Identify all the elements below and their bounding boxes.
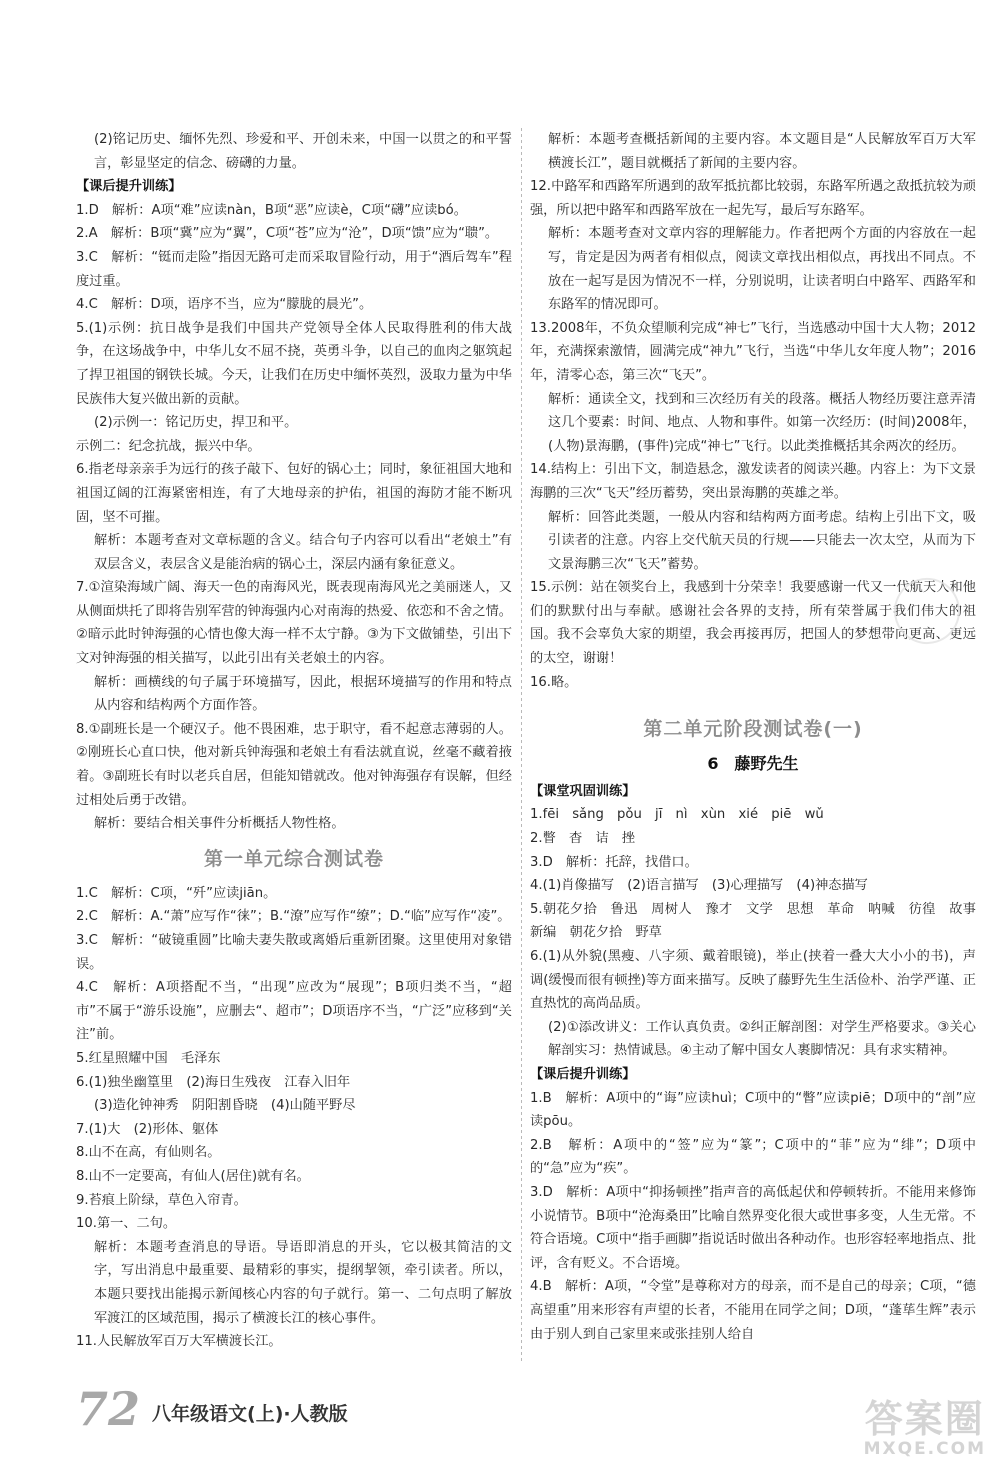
answer-line: 2.C 解析：A.“萧”应写作“徕”；B.“潦”应写作“缭”；D.“临”应写作“凌”。 bbox=[76, 909, 511, 925]
answer-line: 解析：画横线的句子属于环境描写，因此，根据环境描写的作用和特点从内容和结构两个方面作答。 bbox=[94, 674, 512, 714]
watermark-logo bbox=[864, 1388, 986, 1459]
answer-line: 16.略。 bbox=[530, 674, 578, 690]
page-footer bbox=[76, 1372, 348, 1436]
answer-line: 解析：要结合相关事件分析概括人物性格。 bbox=[94, 816, 345, 832]
section-heading: 第一单元综合测试卷 bbox=[203, 847, 384, 870]
column-divider bbox=[521, 128, 522, 1363]
answer-line: 13.2008年，不负众望顺利完成“神七”飞行，当选感动中国十大人物；2012年，充满探索激情，圆满完成“神九”飞行，当选“中华儿女年度人物”；2016年，清零心态，第三次“飞天”。 bbox=[530, 320, 976, 383]
answer-line: 8.①副班长是一个硬汉子。他不畏困难，忠于职守，看不起意志薄弱的人。②刚班长心直口快，他对新兵钟海强和老娘土有看法就直说，丝毫不藏着掖着。③副班长有时以老兵自居，但能知错就改。他对钟海强存有误解，但经过相处后勇于改错。 bbox=[76, 721, 512, 808]
answer-line: 3.C 解析：“破镜重圆”比喻夫妻失散或离婚后重新团聚。这里使用对象错误。 bbox=[76, 933, 512, 972]
answer-line: 10.第一、二句。 bbox=[76, 1216, 177, 1232]
answer-line: 6.指老母亲亲手为远行的孩子敲下、包好的锅心土；同时，象征祖国大地和祖国辽阔的江海紧密相连，有了大地母亲的护佑，祖国的海防才能不断巩固，坚不可摧。 bbox=[76, 462, 512, 525]
answer-line: 11.人民解放军百万大军横渡长江。 bbox=[76, 1334, 282, 1350]
subsection-label: 【课后提升训练】 bbox=[530, 1066, 636, 1082]
answer-line: 1.B 解析：A项中的“诲”应读huì；C项中的“瞥”应读piē；D项中的“剖”应读pōu。 bbox=[530, 1090, 976, 1130]
answer-line: 1.D 解析：A项“难”应读nàn，B项“恶”应读è，C项“礴”应读bó。 bbox=[76, 202, 467, 218]
watermark-main: 答案圈 bbox=[864, 1397, 985, 1441]
answer-line: 1.C 解析：C项，“歼”应读jiān。 bbox=[76, 885, 277, 901]
answer-line: 6.(1)从外貌(黑瘦、八字须、戴着眼镜)，举止(挟着一叠大大小小的书)，声调(缓慢而很有顿挫)等方面来描写。反映了藤野先生生活俭朴、治学严谨、正直热忱的高尚品质。 bbox=[530, 949, 976, 1012]
answer-line: 2.B 解析：A项中的“签”应为“篆”；C项中的“菲”应为“绯”；D项中的“急”应为“疾”。 bbox=[530, 1137, 976, 1177]
answer-line: 1.fēi sǎng pǒu jī nì xùn xié piē wǔ bbox=[530, 807, 824, 823]
answer-line: 7.①渲染海域广阔、海天一色的南海风光，既表现南海风光之美丽迷人，又从侧面烘托了即将告别军营的钟海强内心对南海的热爱、依恋和不舍之情。②暗示此时钟海强的心情也像大海一样不太宁静。③为下文做铺垫，引出下文对钟海强的相关描写，以此引出有关老娘土的内容。 bbox=[76, 580, 512, 667]
answer-line: 6.(1)独坐幽篁里 (2)海日生残夜 江春入旧年 bbox=[76, 1074, 351, 1090]
answer-line: 4.C 解析：A项搭配不当，“出现”应改为“展现”；B项归类不当，“超市”不属于“游乐设施”，应删去“、超市”；D项语序不当，“广泛”应移到“关注”前。 bbox=[76, 980, 512, 1043]
answer-line: 15.示例：站在领奖台上，我感到十分荣幸！我要感谢一代又一代航天人和他们的默默付出与奉献。感谢社会各界的支持，所有荣誉属于我们伟大的祖国。我不会辜负大家的期望，我会再接再厉，把国人的梦想带向更高、更远的太空，谢谢！ bbox=[530, 580, 976, 667]
answer-line: (2)①添改讲义：工作认真负责。②纠正解剖图：对学生严格要求。③关心解剖实习：热情诚恳。④主动了解中国女人裹脚情况：具有求实精神。 bbox=[548, 1019, 976, 1059]
left-column bbox=[76, 128, 512, 1354]
answer-line: 解析：通读全文，找到和三次经历有关的段落。概括人物经历要注意弄清这几个要素：时间、地点、人物和事件。如第一次经历：(时间)2008年，(人物)景海鹏，(事件)完成“神七”飞行。以此类推概括其余两次的经历。 bbox=[548, 391, 976, 454]
answer-line: 14.结构上：引出下文，制造悬念，激发读者的阅读兴趣。内容上：为下文景海鹏的三次“飞天”经历蓄势，突出景海鹏的英雄之举。 bbox=[530, 462, 976, 501]
answer-line: 4.B 解析：A项，“令堂”是尊称对方的母亲，而不是自己的母亲；C项，“德高望重”用来形容有声望的长者，不能用在同学之间；D项，“蓬荜生辉”表示由于别人到自己家里来或张挂别人给自 bbox=[530, 1279, 976, 1342]
subsection-label: 【课后提升训练】 bbox=[76, 179, 182, 195]
answer-line: 9.苔痕上阶绿，草色入帘青。 bbox=[76, 1192, 247, 1208]
watermark-url: MXQE.COM bbox=[863, 1439, 986, 1459]
answer-line: 8.山不一定要高，有仙人(居住)就有名。 bbox=[76, 1168, 310, 1184]
answer-line: 2.A 解析：B项“冀”应为“翼”，C项“苍”应为“沧”，D项“馈”应为“聩”。 bbox=[76, 226, 499, 242]
answer-line: 解析：回答此类题，一般从内容和结构两方面考虑。结构上引出下文，吸引读者的注意。内容上交代航天员的行规——只能去一次太空，从而为下文景海鹏三次“飞天”蓄势。 bbox=[548, 509, 976, 572]
answer-line: (3)造化钟神秀 阴阳割昏晓 (4)山随平野尽 bbox=[94, 1098, 356, 1114]
answer-line: 4.(1)肖像描写 (2)语言描写 (3)心理描写 (4)神态描写 bbox=[530, 878, 868, 894]
lesson-title: 6 藤野先生 bbox=[707, 754, 799, 774]
answer-line: 示例二：纪念抗战，振兴中华。 bbox=[76, 438, 261, 454]
subsection-label: 【课堂巩固训练】 bbox=[530, 783, 636, 799]
answer-line: 2.瞥 杳 诘 挫 bbox=[530, 831, 635, 847]
answer-line: 3.D 解析：托辞，找借口。 bbox=[530, 854, 698, 870]
answer-line: 3.D 解析：A项中“抑扬顿挫”指声音的高低起伏和停顿转折。不能用来修饰小说情节。B项中“沧海桑田”比喻自然界变化很大或世事多变，人生无常。不符合语境。C项中“指手画脚”指说话时做出各种动作。也形容轻率地指点、批评，含有贬义。不合语境。 bbox=[530, 1184, 976, 1271]
right-column bbox=[530, 128, 976, 1346]
answer-line: 解析：本题考查概括新闻的主要内容。本文题目是“人民解放军百万大军横渡长江”，题目就概括了新闻的主要内容。 bbox=[548, 132, 976, 171]
answer-line: 3.C 解析：“铤而走险”指因无路可走而采取冒险行动，用于“酒后驾车”程度过重。 bbox=[76, 249, 512, 289]
answer-line: 解析：本题考查消息的导语。导语即消息的开头，它以极其简洁的文字，写出消息中最重要、最精彩的事实，提纲挈领，牵引读者。所以，本题只要找出能揭示新闻核心内容的句子就行。第一、二句点明了解放军渡江的区域范围，揭示了横渡长江的核心事件。 bbox=[94, 1239, 512, 1326]
answer-line: 解析：本题考查对文章内容的理解能力。作者把两个方面的内容放在一起写，肯定是因为两者有相似点，阅读文章找出相似点，再找出不同点。不放在一起写是因为情况不一样，分别说明，让读者明白中路军、西路军和东路军的情况即可。 bbox=[548, 226, 976, 313]
section-heading: 第二单元阶段测试卷(一) bbox=[643, 718, 863, 741]
answer-line: 5.(1)示例：抗日战争是我们中国共产党领导全体人民取得胜利的伟大战争，在这场战争中，中华儿女不屈不挠，英勇斗争，以自己的血肉之躯筑起了捍卫祖国的钢铁长城。今天，让我们在历史中缅怀英烈，汲取力量为中华民族伟大复兴做出新的贡献。 bbox=[76, 320, 512, 407]
answer-line: 解析：本题考查对文章标题的含义。结合句子内容可以看出“老娘土”有双层含义，表层含义是能治病的锅心土，深层内涵有象征意义。 bbox=[94, 533, 512, 572]
answer-line: (2)铭记历史、缅怀先烈、珍爱和平、开创未来，中国一以贯之的和平誓言，彰显坚定的信念、磅礴的力量。 bbox=[94, 132, 512, 171]
answer-line: (2)示例一：铭记历史，捍卫和平。 bbox=[94, 415, 298, 431]
answer-line: 4.C 解析：D项，语序不当，应为“朦胧的晨光”。 bbox=[76, 297, 373, 313]
answer-line: 5.红星照耀中国 毛泽东 bbox=[76, 1050, 221, 1066]
answer-line: 12.中路军和西路军所遇到的敌军抵抗都比较弱，东路军所遇之敌抵抗较为顽强，所以把中路军和西路军放在一起先写，最后写东路军。 bbox=[530, 179, 976, 218]
page-number: 72 bbox=[76, 1382, 141, 1436]
book-title: 八年级语文(上)·人教版 bbox=[152, 1403, 348, 1425]
answer-line: 5.朝花夕拾 鲁迅 周树人 豫才 文学 思想 革命 呐喊 彷徨 故事新编 朝花夕拾 野草 bbox=[530, 901, 976, 941]
answer-line: 8.山不在高，有仙则名。 bbox=[76, 1145, 221, 1161]
answer-line: 7.(1)大 (2)形体、躯体 bbox=[76, 1121, 219, 1137]
